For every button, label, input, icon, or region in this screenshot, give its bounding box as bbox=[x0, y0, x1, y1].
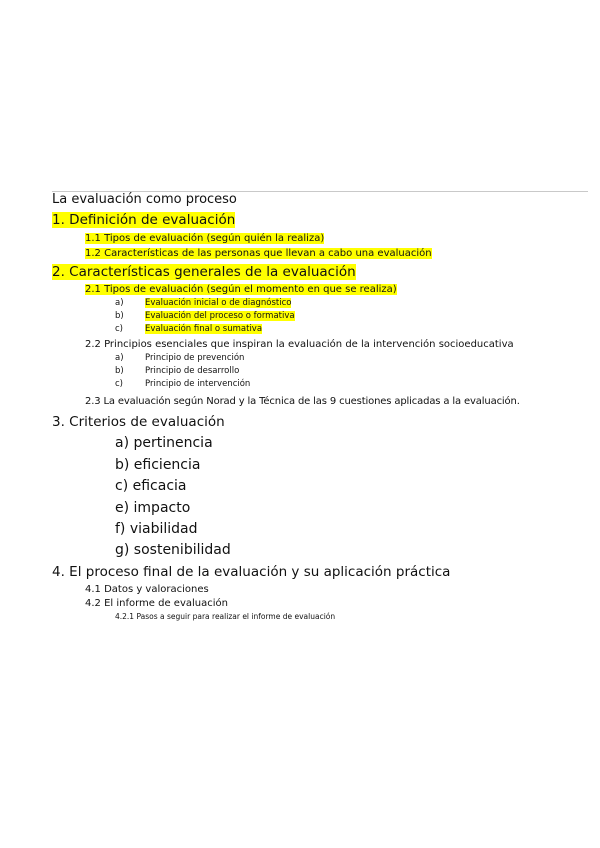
list-item-text: Evaluación final o sumativa bbox=[145, 324, 263, 334]
document-title: La evaluación como proceso bbox=[52, 192, 237, 207]
list-item-text: Principio de prevención bbox=[145, 353, 245, 363]
list-marker: c) bbox=[115, 324, 123, 334]
criterion-item: c) eficacia bbox=[115, 478, 187, 494]
section-4-2: 4.2 El informe de evaluación bbox=[85, 598, 228, 609]
criterion-item: e) impacto bbox=[115, 500, 191, 516]
list-marker: a) bbox=[115, 353, 124, 363]
list-marker: a) bbox=[115, 298, 124, 308]
list-marker: b) bbox=[115, 311, 124, 321]
section-2-1-title: 2.1 Tipos de evaluación (según el momento en que se realiza) bbox=[85, 284, 397, 295]
list-item-text: Principio de intervención bbox=[145, 379, 251, 389]
list-item-text: Evaluación del proceso o formativa bbox=[145, 311, 295, 321]
list-item-text: Evaluación inicial o de diagnóstico bbox=[145, 298, 292, 308]
section-2-2: 2.2 Principios esenciales que inspiran la evaluación de la intervención socioeducativa bbox=[85, 339, 514, 350]
section-2-3: 2.3 La evaluación según Norad y la Técnica de las 9 cuestiones aplicadas a la evaluación. bbox=[85, 396, 520, 407]
section-1-2-text: 1.2 Características de las personas que llevan a cabo una evaluación bbox=[85, 248, 432, 259]
list-item bbox=[115, 367, 239, 377]
list-item bbox=[115, 312, 295, 322]
list-item bbox=[115, 380, 250, 390]
section-2-1 bbox=[85, 284, 397, 296]
criterion-item: g) sostenibilidad bbox=[115, 542, 231, 558]
list-marker: c) bbox=[115, 379, 123, 389]
criterion-item: a) pertinencia bbox=[115, 435, 213, 451]
section-2-heading bbox=[52, 265, 356, 281]
list-item-text: Principio de desarrollo bbox=[145, 366, 240, 376]
criterion-item: f) viabilidad bbox=[115, 521, 198, 537]
criterion-item: b) eficiencia bbox=[115, 457, 201, 473]
section-1-2 bbox=[85, 248, 432, 260]
section-2-title: 2. Características generales de la evaluación bbox=[52, 264, 356, 280]
section-1-title: 1. Definición de evaluación bbox=[52, 212, 236, 228]
list-item bbox=[115, 354, 244, 364]
section-4-1: 4.1 Datos y valoraciones bbox=[85, 584, 209, 595]
section-4-title: 4. El proceso final de la evaluación y su aplicación práctica bbox=[52, 564, 451, 580]
section-1-heading bbox=[52, 213, 235, 229]
section-1-1 bbox=[85, 233, 324, 245]
list-item bbox=[115, 325, 262, 335]
list-marker: b) bbox=[115, 366, 124, 376]
section-3-title: 3. Criterios de evaluación bbox=[52, 414, 225, 430]
section-4-2-1: 4.2.1 Pasos a seguir para realizar el informe de evaluación bbox=[115, 612, 336, 621]
section-1-1-text: 1.1 Tipos de evaluación (según quién la realiza) bbox=[85, 233, 325, 244]
list-item bbox=[115, 299, 291, 309]
